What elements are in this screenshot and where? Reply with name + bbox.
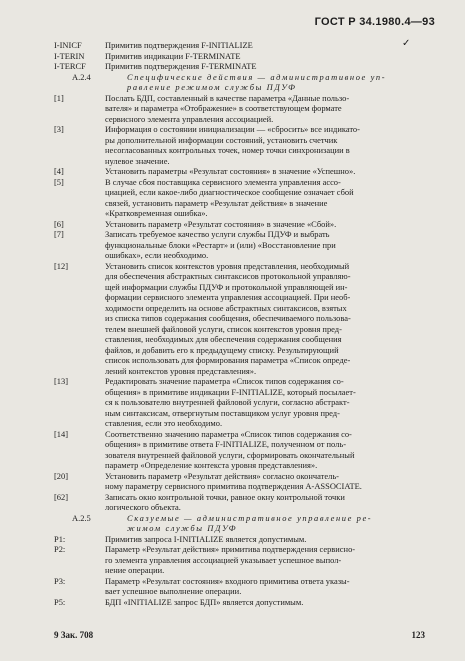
item-text: Установить список контекстов уровня представления, необходимый [105, 260, 350, 271]
item-label [50, 460, 105, 471]
item-label: [12] [54, 260, 69, 271]
item-text: Соответственно значению параметра «Список типов содержания со- [105, 428, 352, 439]
abbrev-row [50, 40, 441, 51]
item-label [50, 334, 105, 345]
item-line [50, 198, 441, 209]
item-label: [7] [54, 229, 64, 239]
item-label: [6] [54, 218, 64, 229]
item-text: нение операции. [105, 565, 165, 575]
section-number [50, 82, 127, 93]
item-label [50, 586, 105, 597]
item-text: файлов, и добавить его к предыдущему списку. Результирующий [105, 344, 339, 355]
item-line [50, 303, 441, 314]
item-label: [5] [54, 176, 64, 187]
item-text: из списка типов содержания сообщения, обеспечиваемого пользова- [105, 313, 351, 323]
section-heading-line [50, 72, 441, 83]
item-line [50, 586, 441, 597]
item-line [50, 334, 441, 345]
item-label [50, 271, 105, 282]
item-label [50, 366, 105, 377]
item-text: вателя» и параметра «Отображение» в соответствующем формате [105, 103, 342, 113]
abbrev-row [50, 51, 441, 62]
item-line [50, 481, 441, 492]
item-label [50, 418, 105, 429]
item-line [50, 376, 441, 387]
item-label [50, 502, 105, 513]
item-label [50, 145, 105, 156]
item-label [50, 240, 105, 251]
item-text: В случае сбоя поставщика сервисного элемента управления ассо- [105, 176, 341, 187]
item-line [50, 282, 441, 293]
item-line [50, 555, 441, 566]
item-text: Послать БДП, составленный в качестве параметра «Данные пользо- [105, 92, 350, 103]
item-label [50, 481, 105, 492]
item-line [50, 229, 441, 240]
item-text: функциональные блоки «Рестарт» и (или) «Восстановление при [105, 239, 336, 250]
section-title: жимом службы ПДУФ [127, 523, 238, 533]
item-label [50, 345, 105, 356]
item-line [50, 103, 441, 114]
section-heading-line [50, 523, 441, 534]
item-text: зователя внутренней файловой услуги, сформировать окончательный [105, 449, 355, 460]
section-title: Сказуемые — административное управление ре- [127, 512, 373, 523]
page-content [50, 40, 441, 607]
item-line [50, 355, 441, 366]
page-footer [54, 630, 425, 640]
item-line [50, 313, 441, 324]
item-text: вает успешное выполнение операции. [105, 586, 242, 596]
item-text: общения» в примитиве индикации F-INITIALIZE, который посылает- [105, 386, 356, 397]
item-text: Установить параметр «Результат действия» согласно окончатель- [105, 470, 339, 481]
item-text: циацией, если какое-либо диагностическое сообщение означает сбой [105, 187, 354, 197]
abbrev-row [50, 61, 441, 72]
item-line [50, 292, 441, 303]
item-text: Параметр «Результат состояния» входного примитива ответа указы- [105, 575, 350, 586]
item-label [50, 282, 105, 293]
item-text: Примитив запроса I-INITIALIZE является допустимым. [105, 533, 307, 544]
item-label: [4] [54, 166, 64, 176]
item-label [50, 439, 105, 450]
item-text: Установить параметры «Результат состояния» в значение «Успешно». [105, 166, 356, 176]
item-label: P1: [54, 533, 66, 544]
item-label [50, 114, 105, 125]
item-line [50, 156, 441, 167]
item-line [50, 439, 441, 450]
item-line [50, 418, 441, 429]
item-text: несогласованных контрольных точек, номер точки синхронизации в [105, 145, 350, 155]
item-label: P2: [54, 544, 66, 554]
item-text: «Кратковременная ошибка». [105, 208, 208, 218]
item-label: [13] [54, 376, 69, 386]
item-text: Параметр «Результат действия» примитива подтверждения сервисно- [105, 544, 356, 554]
item-text: Редактировать значение параметра «Список типов содержания со- [105, 376, 344, 386]
item-line [50, 324, 441, 335]
section-number: A.2.4 [72, 71, 91, 82]
item-line [50, 429, 441, 440]
item-line [50, 166, 441, 177]
item-text: сервисного элемента управления ассоциацией. [105, 113, 274, 124]
item-text: ся к пользователю внутренней файловой услуги, согласно абстракт- [105, 397, 350, 407]
item-text: Записать окно контрольной точки, равное окну контрольной точки [105, 491, 345, 502]
section-heading-line [50, 513, 441, 524]
section-title: равление режимом службы ПДУФ [127, 82, 297, 92]
item-label [50, 387, 105, 398]
item-line [50, 271, 441, 282]
item-text: ным синтаксисам, отвергнутым поставщиком услуг уровня пред- [105, 407, 340, 418]
item-text: параметр «Определение контекста уровня представления». [105, 460, 318, 470]
abbrev-text: Примитив подтверждения F-TERMINATE [105, 61, 257, 71]
abbrev-text: Примитив индикации F-TERMINATE [105, 50, 241, 61]
item-label [50, 135, 105, 146]
item-text: Информация о состоянии инициализации — «сбросить» все индикато- [105, 124, 360, 134]
item-label [50, 208, 105, 219]
item-text: ному параметру сервисного примитива подтверждения A-ASSOCIATE. [105, 481, 362, 491]
item-text: го элемента управления ассоциацией указывает успешное выпол- [105, 554, 342, 565]
item-text: щей информации службы ПДУФ и протокольной управляющей ин- [105, 281, 348, 292]
section-heading-line [50, 82, 441, 93]
item-label: [1] [54, 92, 64, 103]
item-line [50, 219, 441, 230]
item-line [50, 460, 441, 471]
item-text: общения» в примитиве ответа F-INITIALIZE, полученном от поль- [105, 439, 347, 449]
item-text: Записать требуемое качество услуги службы ПДУФ и выбрать [105, 229, 330, 239]
section-number [50, 523, 127, 534]
item-label [50, 450, 105, 461]
item-text: ры дополнительной информации состояний, установить счетчик [105, 134, 338, 145]
item-line [50, 387, 441, 398]
item-text: список использовать для формирования параметра «Список опреде- [105, 355, 351, 365]
item-label [50, 187, 105, 198]
item-line [50, 397, 441, 408]
item-label [50, 250, 105, 261]
page-number: 123 [411, 630, 425, 640]
item-line [50, 408, 441, 419]
item-line [50, 250, 441, 261]
item-line [50, 597, 441, 608]
item-text: связей, установить параметр «Результат действия» в значение [105, 197, 328, 208]
item-label: [20] [54, 470, 69, 481]
item-line [50, 471, 441, 482]
item-label: [3] [54, 124, 64, 134]
item-label [50, 408, 105, 419]
item-label [50, 198, 105, 209]
item-label [50, 103, 105, 114]
item-line [50, 187, 441, 198]
item-text: Установить параметр «Результат состояния» в значение «Сбой». [105, 218, 337, 229]
item-line [50, 345, 441, 356]
item-line [50, 366, 441, 377]
item-line [50, 208, 441, 219]
abbrev-text: Примитив подтверждения F-INITIALIZE [105, 40, 253, 50]
item-line [50, 135, 441, 146]
item-line [50, 93, 441, 104]
item-text: нулевое значение. [105, 155, 170, 166]
abbrev-label: I-TERIN [54, 50, 85, 61]
item-text: БДП «INITIALIZE запрос БДП» является допустимым. [105, 596, 304, 607]
item-line [50, 544, 441, 555]
item-line [50, 240, 441, 251]
item-label: P5: [54, 596, 66, 607]
item-line [50, 502, 441, 513]
item-line [50, 124, 441, 135]
item-line [50, 450, 441, 461]
item-line [50, 492, 441, 503]
item-label [50, 565, 105, 576]
item-label: [14] [54, 428, 69, 439]
item-label [50, 355, 105, 366]
item-line [50, 576, 441, 587]
item-line [50, 565, 441, 576]
item-label [50, 555, 105, 566]
item-label [50, 324, 105, 335]
item-text: формации сервисного элемента управления ассоциацией. При необ- [105, 292, 351, 302]
page-header: ГОСТ Р 34.1980.4—93 [314, 16, 435, 28]
item-label [50, 397, 105, 408]
item-text: ошибках», если необходимо. [105, 250, 209, 260]
abbrev-label: I-INICF [54, 40, 82, 50]
item-text: логического объекта. [105, 502, 181, 512]
item-line [50, 114, 441, 125]
item-text: ставления, необходимых для обеспечения содержания сообщения [105, 334, 342, 344]
item-label [50, 292, 105, 303]
section-number: A.2.5 [72, 512, 91, 523]
item-line [50, 145, 441, 156]
footer-print-info: 9 Зак. 708 [54, 630, 94, 640]
item-label: [62] [54, 491, 69, 502]
margin-mark: ✓ [402, 38, 411, 49]
item-line [50, 534, 441, 545]
abbrev-label: I-TERCF [54, 61, 86, 71]
item-text: ходимости определить на основе абстрактных синтаксисов, взятых [105, 302, 347, 313]
item-line [50, 261, 441, 272]
item-label [50, 313, 105, 324]
section-title: Специфические действия — административное уп- [127, 71, 387, 82]
item-text: лений контекстов уровня представления». [105, 365, 257, 376]
item-text: ставления, если это необходимо. [105, 418, 223, 428]
item-line [50, 177, 441, 188]
item-text: для обеспечения абстрактных синтаксисов протокольной управляю- [105, 271, 351, 281]
item-text: телем внешней файловой услуги, список контекстов уровня пред- [105, 323, 342, 334]
item-label [50, 156, 105, 167]
item-label [50, 303, 105, 314]
item-label: P3: [54, 575, 66, 586]
